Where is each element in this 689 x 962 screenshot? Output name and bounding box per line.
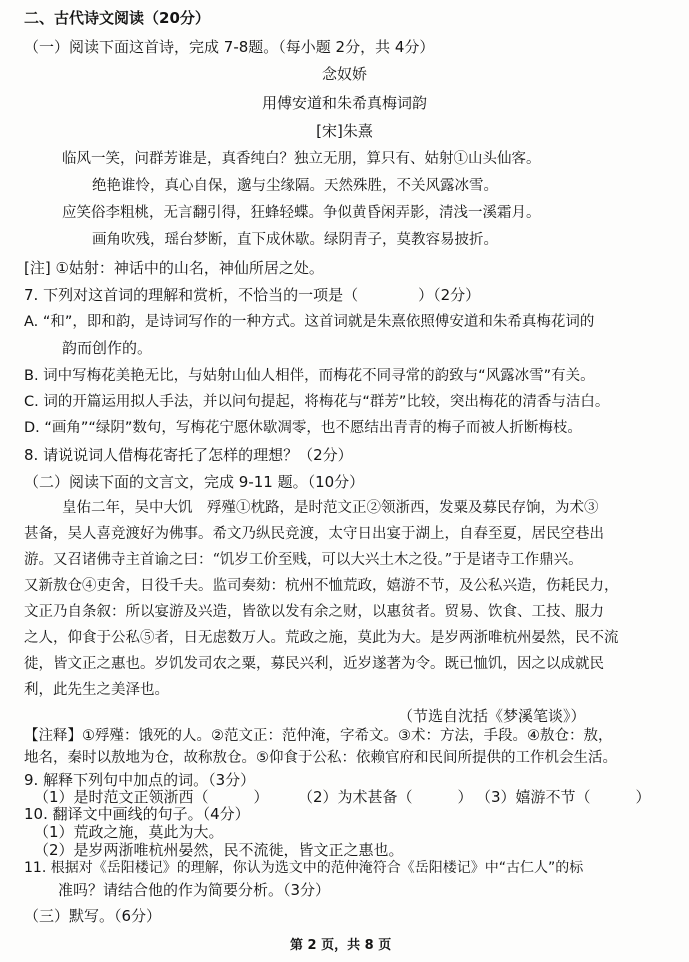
question-8: 8. 请说说词人借梅花寄托了怎样的理想？（2分） bbox=[24, 446, 353, 464]
question-10-item-2: （2）是岁两浙唯杭州晏然，民不流徙，皆文正之惠也。 bbox=[34, 841, 404, 859]
question-9-stem: 9. 解释下列句中加点的词。（3分） bbox=[24, 771, 256, 789]
passage-line: 又新敖仓④吏舍，日役千夫。监司奏劾：杭州不恤荒政，嬉游不节，及公私兴造，伤耗民力， bbox=[24, 578, 619, 594]
question-9-item-3: （3）嬉游不节（ ） bbox=[476, 788, 651, 806]
passage-line: 之人，仰食于公私⑤者，日无虑数万人。荒政之施，莫此为大。是岁两浙唯杭州晏然，民不流 bbox=[24, 630, 619, 646]
poem-line: 应笑俗李粗桃，无言翻引得，狂蜂轻蝶。争似黄昏闲弄影，清浅一溪霜月。 bbox=[62, 205, 541, 221]
question-7-option-a-cont: 韵而创作的。 bbox=[62, 339, 153, 357]
passage-line: 游。又召诸佛寺主首谕之曰：“饥岁工价至贱，可以大兴土木之役。”于是诸寺工作鼎兴。 bbox=[24, 552, 583, 568]
question-9-item-2: （2）为术甚备（ ） bbox=[298, 788, 473, 806]
passage-notes-cont: 地名，秦时以敖地为仓，故称敖仓。⑤仰食于公私：依赖官府和民间所提供的工作机会生活。 bbox=[24, 750, 617, 766]
poem-subtitle: 用傅安道和朱希真梅词韵 bbox=[261, 94, 427, 112]
part2-instruction: （二）阅读下面的文言文，完成 9-11 题。（10分） bbox=[24, 473, 365, 491]
poem-title: 念奴娇 bbox=[321, 65, 367, 83]
poem-author: [宋]朱熹 bbox=[316, 122, 373, 140]
passage-line: 文正乃自条叙：所以宴游及兴造，皆欲以发有余之财，以惠贫者。贸易、饮食、工技、服力 bbox=[24, 604, 604, 620]
poem-note: [注] ①姑射：神话中的山名，神仙所居之处。 bbox=[24, 259, 324, 277]
passage-line: 甚备，吴人喜竞渡好为佛事。希文乃纵民竞渡，太守日出宴于湖上，自春至夏，居民空巷出 bbox=[24, 526, 604, 542]
poem-line: 画角吹残，瑶台梦断，直下成休歇。绿阴青子，莫教容易披折。 bbox=[92, 232, 498, 248]
section-title: 二、古代诗文阅读（20分） bbox=[24, 9, 210, 27]
question-9-item-1: （1）是时范文正领浙西（ ） bbox=[34, 788, 269, 806]
page-footer: 第 2 页，共 8 页 bbox=[290, 938, 392, 953]
passage-line: 皇佑二年，吴中大饥 殍殣①枕路，是时范文正②领浙西，发粟及募民存饷，为术③ bbox=[62, 500, 599, 516]
question-11-cont: 准吗？请结合他的作为简要分析。（3分） bbox=[58, 881, 331, 899]
question-7-option-c: C. 词的开篇运用拟人手法，并以问句提起，将梅花与“群芳”比较，突出梅花的清香与洁白。 bbox=[24, 394, 610, 410]
part1-instruction: （一）阅读下面这首诗，完成 7-8题。（每小题 2分，共 4分） bbox=[24, 38, 435, 56]
question-11: 11. 根据对《岳阳楼记》的理解，你认为选文中的范仲淹符合《岳阳楼记》中“古仁人”的标 bbox=[24, 860, 584, 876]
question-7-option-b: B. 词中写梅花美艳无比，与姑射山仙人相伴，而梅花不同寻常的韵致与“风露冰雪”有关。 bbox=[24, 368, 595, 384]
question-7-stem: 7. 下列对这首词的理解和赏析，不恰当的一项是（ ）（2分） bbox=[24, 286, 481, 304]
part3-instruction: （三）默写。（6分） bbox=[24, 907, 162, 925]
passage-line: 利，此先生之美泽也。 bbox=[24, 682, 169, 698]
question-10-stem: 10. 翻译文中画线的句子。（4分） bbox=[24, 805, 250, 823]
poem-line: 绝艳谁怜，真心自保，邈与尘缘隔。天然殊胜，不关风露冰雪。 bbox=[92, 178, 498, 194]
passage-source: （节选自沈括《梦溪笔谈》） bbox=[398, 707, 586, 725]
passage-line: 徙，皆文正之惠也。岁饥发司农之粟，募民兴利，近岁遂著为令。既已恤饥，因之以成就民 bbox=[24, 656, 604, 672]
question-10-item-1: （1）荒政之施，莫此为大。 bbox=[34, 823, 224, 841]
passage-notes: 【注释】①殍殣：饿死的人。②范文正：范仲淹，字希文。③术：方法，手段。④敖仓：敖， bbox=[24, 728, 613, 744]
question-7-option-d: D. “画角”“绿阴”数句，写梅花宁愿休歇凋零，也不愿结出青青的梅子而被人折断梅枝。 bbox=[24, 420, 582, 436]
poem-line: 临风一笑，问群芳谁是，真香纯白？独立无朋，算只有、姑射①山头仙客。 bbox=[62, 151, 541, 167]
question-7-option-a: A. “和”，即和韵，是诗词写作的一种方式。这首词就是朱熹依照傅安道和朱希真梅花词的 bbox=[24, 314, 595, 330]
